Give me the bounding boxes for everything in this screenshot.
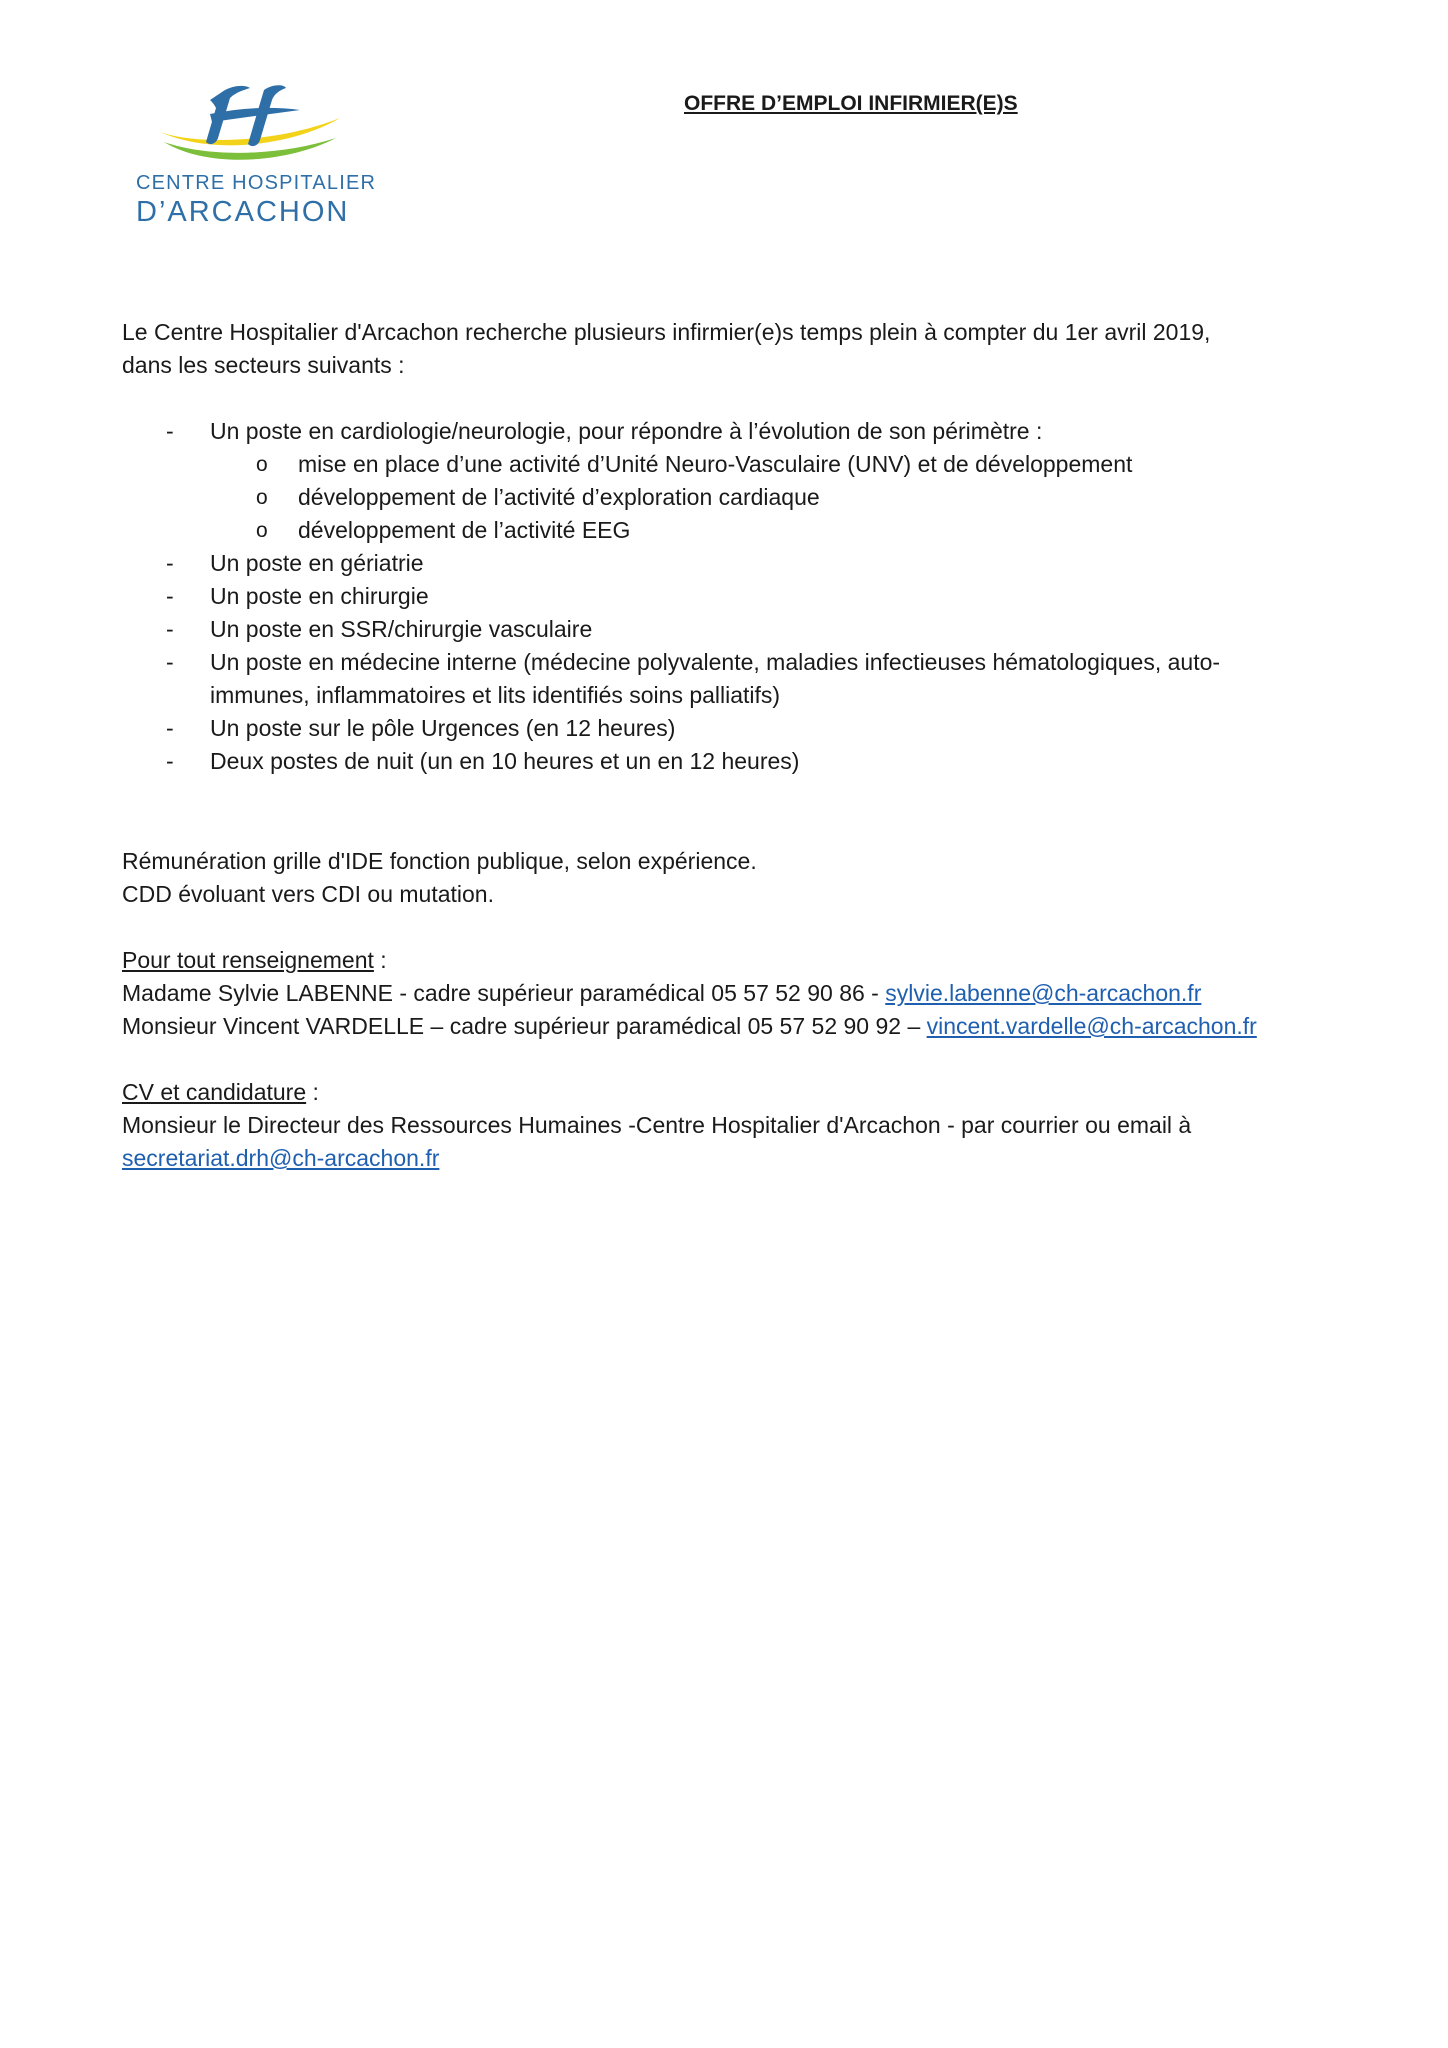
remuneration-line-2: CDD évoluant vers CDI ou mutation. xyxy=(122,881,494,907)
list-dash: - xyxy=(166,616,174,642)
list-item-chirurgie: Un poste en chirurgie xyxy=(210,583,429,609)
contact-labenne xyxy=(122,977,1201,1010)
intro-line-2: dans les secteurs suivants : xyxy=(122,352,405,378)
remuneration-line-1: Rémunération grille d'IDE fonction publique, selon expérience. xyxy=(122,848,757,874)
hospital-logo xyxy=(130,80,377,230)
list-dash: - xyxy=(166,649,174,675)
list-item-ssr: Un poste en SSR/chirurgie vasculaire xyxy=(210,616,593,642)
logo-text-line1: CENTRE HOSPITALIER xyxy=(136,172,377,194)
sub-item-unv: mise en place d’une activité d’Unité Neuro-Vasculaire (UNV) et de développement xyxy=(298,451,1133,477)
sub-item-exploration: développement de l’activité d’exploration cardiaque xyxy=(298,484,820,510)
logo-text-line2: D’ARCACHON xyxy=(136,196,350,228)
hospital-logo-mark-icon xyxy=(160,80,340,170)
contacts-heading-colon: : xyxy=(373,947,387,973)
application-line-1: Monsieur le Directeur des Ressources Humaines -Centre Hospitalier d'Arcachon - par courrier ou email à xyxy=(122,1112,1192,1138)
list-dash: - xyxy=(166,748,174,774)
application-email-line xyxy=(122,1142,439,1175)
list-item-medecine-interne-line1: Un poste en médecine interne (médecine polyvalente, maladies infectieuses hématologiques, auto- xyxy=(210,649,1221,675)
contacts-heading-label: Pour tout renseignement xyxy=(122,947,374,973)
contact-labenne-text: Madame Sylvie LABENNE - cadre supérieur paramédical 05 57 52 90 86 - xyxy=(122,980,886,1006)
application-heading xyxy=(122,1076,319,1109)
contact-labenne-email-link[interactable]: sylvie.labenne@ch-arcachon.fr xyxy=(885,980,1202,1006)
application-email-link[interactable]: secretariat.drh@ch-arcachon.fr xyxy=(122,1145,440,1171)
sub-item-eeg: développement de l’activité EEG xyxy=(298,517,631,543)
contact-vardelle xyxy=(122,1010,1257,1043)
sub-bullet: o xyxy=(256,519,268,542)
sub-bullet: o xyxy=(256,453,268,476)
list-item-cardiologie: Un poste en cardiologie/neurologie, pour répondre à l’évolution de son périmètre : xyxy=(210,418,1043,444)
document-title: OFFRE D’EMPLOI INFIRMIER(E)S xyxy=(684,92,1018,115)
intro-line-1: Le Centre Hospitalier d'Arcachon recherche plusieurs infirmier(e)s temps plein à compter du 1er avril 2019, xyxy=(122,319,1211,345)
list-item-urgences: Un poste sur le pôle Urgences (en 12 heures) xyxy=(210,715,676,741)
contacts-heading xyxy=(122,944,387,977)
list-item-medecine-interne-line2: immunes, inflammatoires et lits identifiés soins palliatifs) xyxy=(210,682,781,708)
list-dash: - xyxy=(166,550,174,576)
list-item-geriatrie: Un poste en gériatrie xyxy=(210,550,424,576)
list-dash: - xyxy=(166,583,174,609)
list-dash: - xyxy=(166,715,174,741)
contact-vardelle-email-link[interactable]: vincent.vardelle@ch-arcachon.fr xyxy=(926,1013,1257,1039)
list-dash: - xyxy=(166,418,174,444)
contact-vardelle-text: Monsieur Vincent VARDELLE – cadre supérieur paramédical 05 57 52 90 92 – xyxy=(122,1013,927,1039)
application-heading-colon: : xyxy=(306,1079,319,1105)
application-heading-label: CV et candidature xyxy=(122,1079,307,1105)
sub-bullet: o xyxy=(256,486,268,509)
list-item-nuit: Deux postes de nuit (un en 10 heures et un en 12 heures) xyxy=(210,748,800,774)
